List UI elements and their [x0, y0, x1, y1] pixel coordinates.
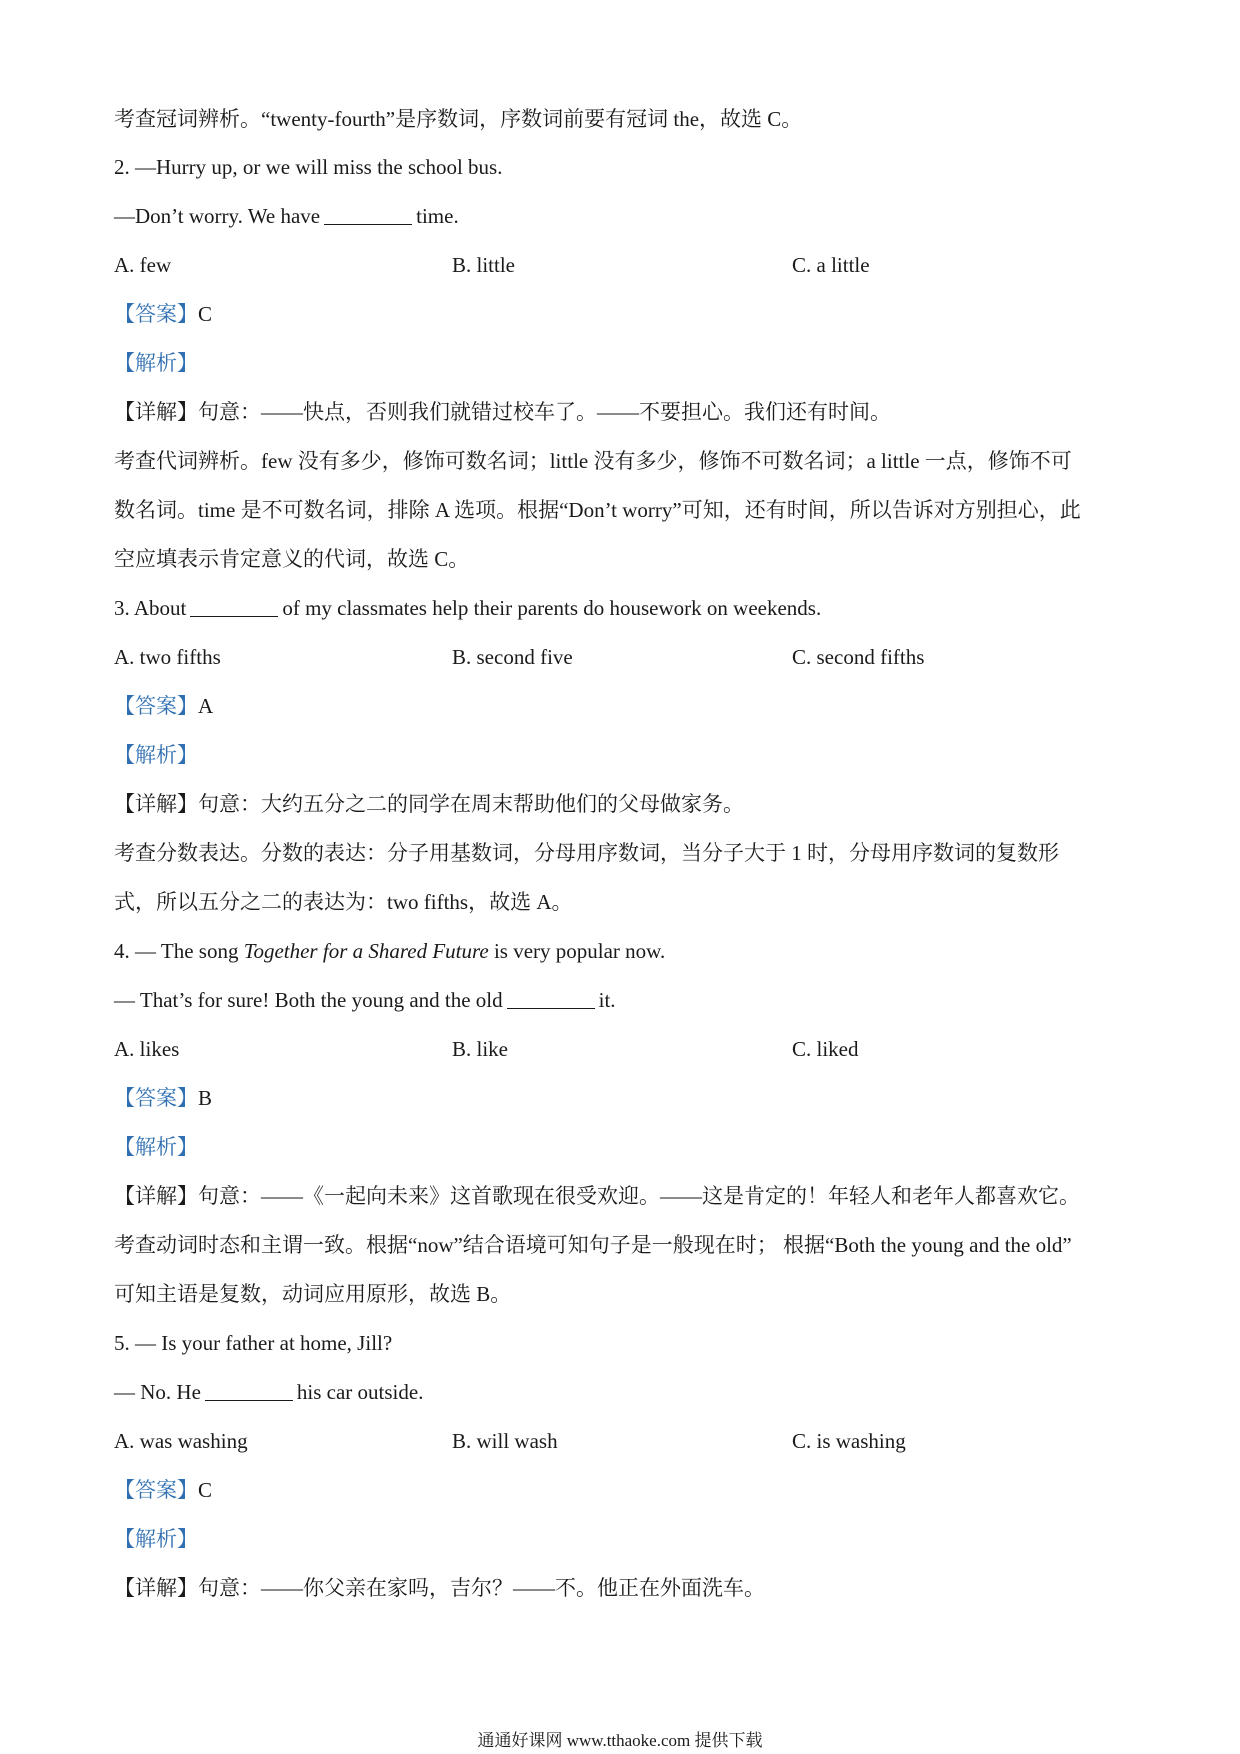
- detail-text: 句意：——你父亲在家吗，吉尔？——不。他正在外面洗车。: [198, 1576, 765, 1600]
- detail-text: 句意：大约五分之二的同学在周末帮助他们的父母做家务。: [198, 792, 744, 816]
- reply-text: — That’s for sure! Both the young and the old: [114, 988, 503, 1012]
- explanation-line: 数名词。time 是不可数名词，排除 A 选项。根据“Don’t worry”可知，还有时间，所以告诉对方别担心，此: [114, 498, 1081, 522]
- answer-blank: [507, 988, 595, 1009]
- option-b: B. little: [452, 253, 515, 277]
- detail-text: 句意：——《一起向未来》这首歌现在很受欢迎。——这是肯定的！年轻人和老年人都喜欢它。: [198, 1184, 1080, 1208]
- question-2-stem: 2. —Hurry up, or we will miss the school bus.: [114, 155, 503, 179]
- answer-blank: [324, 204, 412, 225]
- answer-line: [114, 692, 1134, 720]
- option-b: B. like: [452, 1037, 508, 1061]
- option-c: C. liked: [792, 1037, 859, 1061]
- answer-value: A: [198, 694, 214, 718]
- question-5-stem: 5. — Is your father at home, Jill?: [114, 1331, 393, 1355]
- question-4-stem: [114, 937, 1134, 965]
- reply-text: his car outside.: [296, 1380, 424, 1404]
- reply-text: —Don’t worry. We have: [114, 204, 321, 228]
- answer-blank: [205, 1380, 293, 1401]
- analysis-tag: 【解析】: [114, 743, 198, 767]
- option-c: C. second fifths: [792, 645, 925, 669]
- option-a: A. was washing: [114, 1429, 248, 1453]
- stem-text: 3. About: [114, 596, 187, 620]
- detail-tag: 【详解】: [114, 1576, 198, 1600]
- detail-line: [114, 1574, 1134, 1602]
- page-footer: 通通好课网 www.tthaoke.com 提供下载: [477, 1731, 763, 1750]
- detail-tag: 【详解】: [114, 792, 198, 816]
- stem-text: 4. — The song: [114, 939, 239, 963]
- answer-tag: 【答案】: [114, 1478, 198, 1502]
- explanation-line: 考查代词辨析。few 没有多少，修饰可数名词；little 没有多少，修饰不可数名词；a little 一点，修饰不可: [114, 449, 1072, 473]
- explanation-line: 可知主语是复数，动词应用原形，故选 B。: [114, 1282, 512, 1306]
- detail-line: [114, 398, 1134, 426]
- explanation-line: 考查分数表达。分数的表达：分子用基数词，分母用序数词，当分子大于 1 时，分母用序数词的复数形: [114, 841, 1059, 865]
- answer-value: C: [198, 1478, 213, 1502]
- explanation-line: 空应填表示肯定意义的代词，故选 C。: [114, 547, 470, 571]
- explanation-line: 考查冠词辨析。“twenty-fourth”是序数词，序数词前要有冠词 the，故选 C。: [114, 107, 803, 131]
- option-a: A. two fifths: [114, 645, 221, 669]
- answer-tag: 【答案】: [114, 1086, 198, 1110]
- option-c: C. is washing: [792, 1429, 906, 1453]
- option-b: B. will wash: [452, 1429, 558, 1453]
- explanation-line: 考查动词时态和主谓一致。根据“now”结合语境可知句子是一般现在时； 根据“Both the young and the old”: [114, 1233, 1072, 1257]
- detail-line: [114, 790, 1134, 818]
- option-a: A. likes: [114, 1037, 180, 1061]
- answer-tag: 【答案】: [114, 302, 198, 326]
- question-3-stem: [114, 594, 1134, 622]
- detail-tag: 【详解】: [114, 1184, 198, 1208]
- option-b: B. second five: [452, 645, 573, 669]
- question-2-reply: [114, 202, 1134, 230]
- question-4-reply: [114, 986, 1134, 1014]
- answer-line: [114, 1476, 1134, 1504]
- stem-text: is very popular now.: [493, 939, 666, 963]
- stem-text: of my classmates help their parents do housework on weekends.: [282, 596, 822, 620]
- song-title: Together for a Shared Future: [243, 939, 489, 963]
- reply-text: time.: [416, 204, 459, 228]
- analysis-tag: 【解析】: [114, 1527, 198, 1551]
- answer-value: B: [198, 1086, 213, 1110]
- option-a: A. few: [114, 253, 172, 277]
- answer-blank: [190, 596, 278, 617]
- analysis-tag: 【解析】: [114, 351, 198, 375]
- answer-line: [114, 300, 1134, 328]
- reply-text: — No. He: [114, 1380, 201, 1404]
- detail-line: [114, 1182, 1134, 1210]
- answer-value: C: [198, 302, 213, 326]
- detail-text: 句意：——快点，否则我们就错过校车了。——不要担心。我们还有时间。: [198, 400, 891, 424]
- analysis-tag: 【解析】: [114, 1135, 198, 1159]
- option-c: C. a little: [792, 253, 870, 277]
- explanation-line: 式，所以五分之二的表达为：two fifths，故选 A。: [114, 890, 573, 914]
- answer-tag: 【答案】: [114, 694, 198, 718]
- detail-tag: 【详解】: [114, 400, 198, 424]
- answer-line: [114, 1084, 1134, 1112]
- reply-text: it.: [598, 988, 616, 1012]
- question-5-reply: [114, 1378, 1134, 1406]
